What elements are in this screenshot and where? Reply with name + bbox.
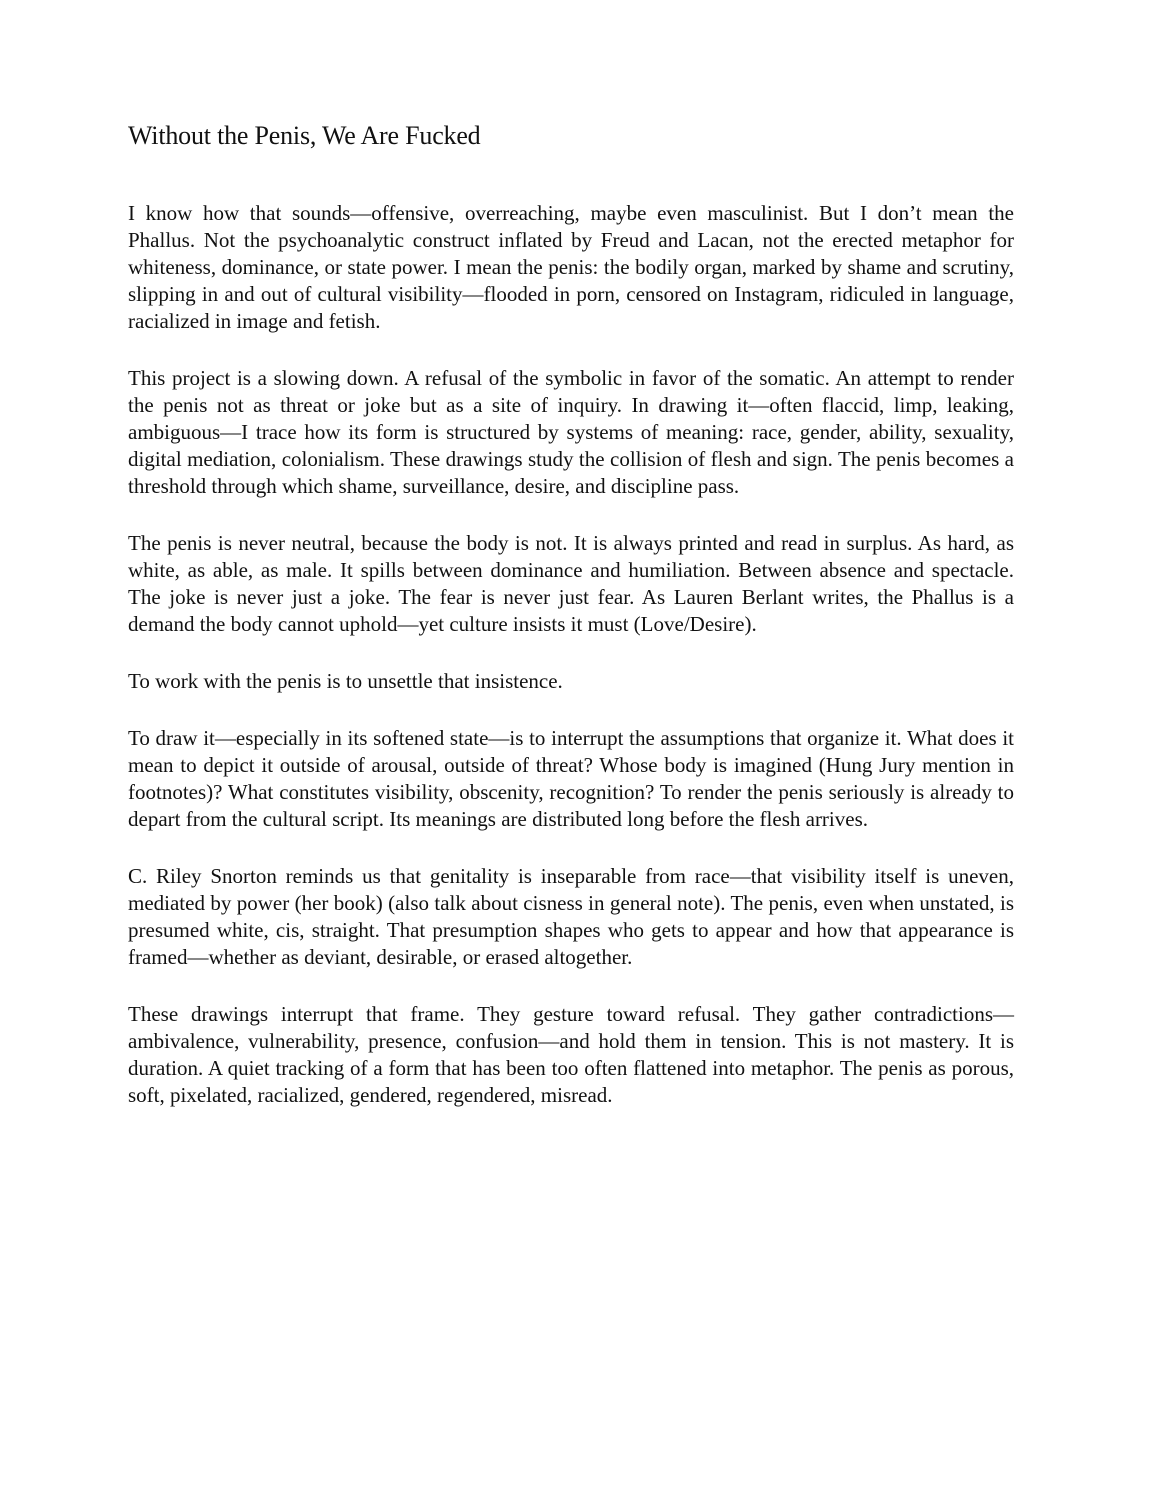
paragraph-1: I know how that sounds—offensive, overreaching, maybe even masculinist. But I don’t mean the Phallus. Not the psychoanalytic construct inflated by Freud and Lacan, not the erected metaphor for whiteness, dominance, or state power. I mean the penis: the bodily organ, marked by shame and scrutiny, slipping in and out of cultural visibility—flooded in porn, censored on Instagram, ridiculed in language, racialized in image and fetish. xyxy=(128,201,1014,333)
page-title: Without the Penis, We Are Fucked xyxy=(128,121,481,150)
paragraph-5: To draw it—especially in its softened state—is to interrupt the assumptions that organize it. What does it mean to depict it outside of arousal, outside of threat? Whose body is imagined (Hung Jury mention in footnotes)? What constitutes visibility, obscenity, recognition? To render the penis seriously is already to depart from the cultural script. Its meanings are distributed long before the flesh arrives. xyxy=(128,726,1014,831)
paragraph-7: These drawings interrupt that frame. They gesture toward refusal. They gather contradictions—ambivalence, vulnerability, presence, confusion—and hold them in tension. This is not mastery. It is duration. A quiet tracking of a form that has been too often flattened into metaphor. The penis as porous, soft, pixelated, racialized, gendered, regendered, misread. xyxy=(128,1002,1014,1107)
document-body xyxy=(128,200,1014,1139)
paragraph-4: To work with the penis is to unsettle that insistence. xyxy=(128,669,563,693)
paragraph-6: C. Riley Snorton reminds us that genitality is inseparable from race—that visibility itself is uneven, mediated by power (her book) (also talk about cisness in general note). The penis, even when unstated, is presumed white, cis, straight. That presumption shapes who gets to appear and how that appearance is framed—whether as deviant, desirable, or erased altogether. xyxy=(128,864,1014,969)
paragraph-2: This project is a slowing down. A refusal of the symbolic in favor of the somatic. An attempt to render the penis not as threat or joke but as a site of inquiry. In drawing it—often flaccid, limp, leaking, ambiguous—I trace how its form is structured by systems of meaning: race, gender, ability, sexuality, digital mediation, colonialism. These drawings study the collision of flesh and sign. The penis becomes a threshold through which shame, surveillance, desire, and discipline pass. xyxy=(128,366,1014,498)
paragraph-3: The penis is never neutral, because the body is not. It is always printed and read in surplus. As hard, as white, as able, as male. It spills between dominance and humiliation. Between absence and spectacle. The joke is never just a joke. The fear is never just fear. As Lauren Berlant writes, the Phallus is a demand the body cannot uphold—yet culture insists it must (Love/Desire). xyxy=(128,531,1014,636)
